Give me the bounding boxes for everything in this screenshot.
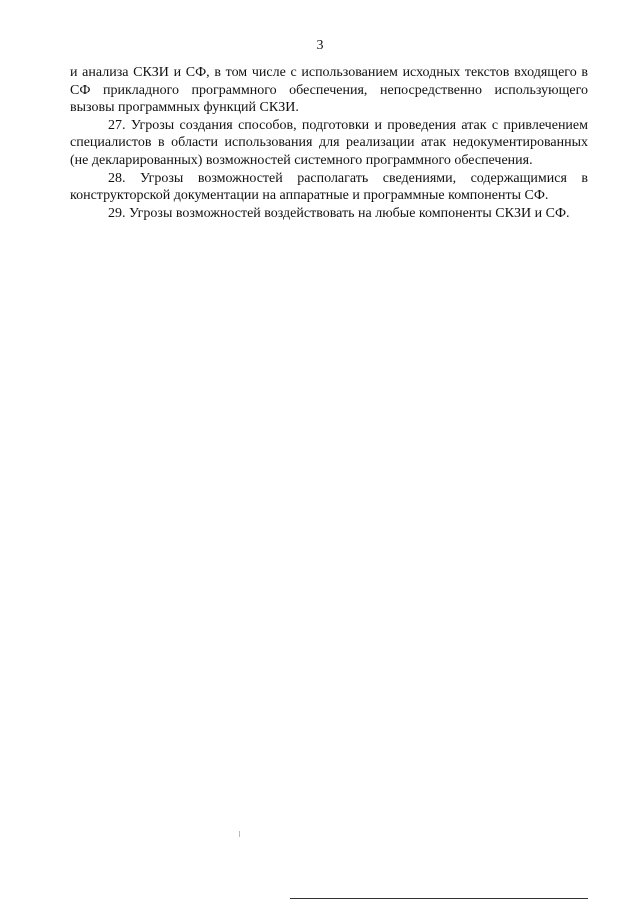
footer-rule: [290, 898, 588, 899]
paragraph-item-27: 27. Угрозы создания способов, подготовки и проведения атак с привлечением специалистов в области использования для реализации атак недокументированных (не декларированных) возможностей системного программного обеспечения.: [70, 117, 588, 168]
paragraph-item-29: 29. Угрозы возможностей воздействовать на любые компоненты СКЗИ и СФ.: [108, 205, 570, 221]
scan-speck: [239, 831, 240, 837]
paragraph-item-28: 28. Угрозы возможностей располагать сведениями, содержащимися в конструкторской документации на аппаратные и программные компоненты СФ.: [70, 170, 588, 204]
page-number: 3: [316, 38, 324, 53]
paragraph-continuation: и анализа СКЗИ и СФ, в том числе с использованием исходных текстов входящего в СФ прикладного программного обеспечения, непосредственно использующего вызовы программных функций СКЗИ.: [70, 65, 588, 116]
body-text: [70, 64, 588, 222]
